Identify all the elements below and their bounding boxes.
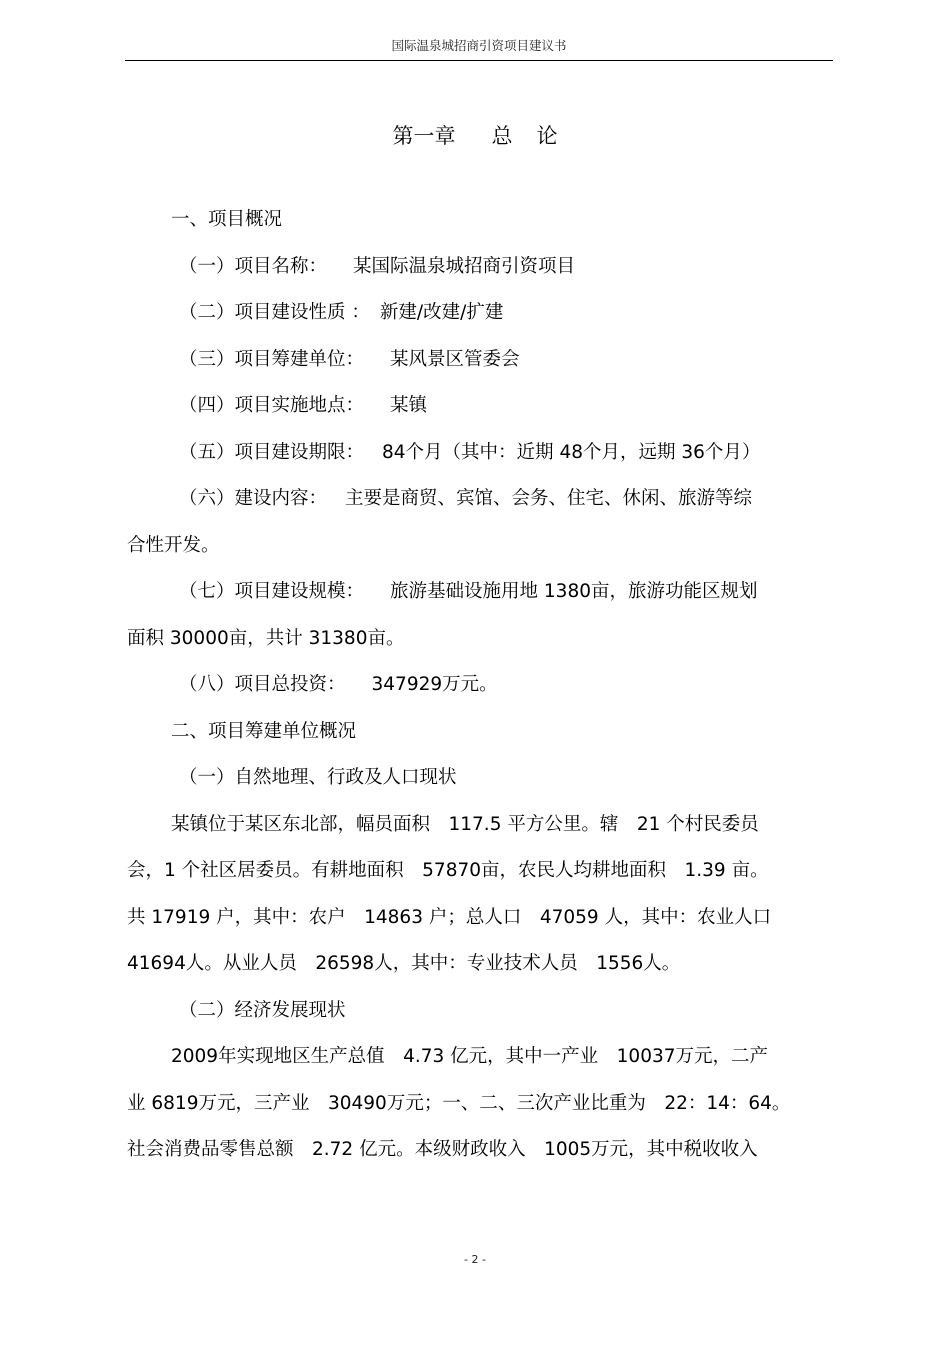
paragraph-line: 41694人。从业人员 26598人，其中：专业技术人员 1556人。 <box>127 953 681 974</box>
subsection-heading: （一）自然地理、行政及人口现状 <box>179 767 457 788</box>
item-value: 某镇 <box>390 395 428 416</box>
paragraph-line: 共 17919 户，其中：农户 14863 户；总人口 47059 人，其中：农业人口 <box>127 906 772 928</box>
paragraph-line: 业 6819万元，三产业 30490万元；一、二、三次产业比重为 22：14：64。 <box>127 1092 791 1114</box>
item-label: （五）项目建设期限： <box>179 441 365 463</box>
overview-item <box>127 383 832 430</box>
item-continuation: 面积 30000亩，共计 31380亩。 <box>127 627 405 649</box>
chapter-name-char-2: 论 <box>536 124 558 148</box>
overview-item <box>127 662 832 709</box>
overview-item <box>127 430 832 477</box>
item-label: （四）项目实施地点： <box>179 395 365 416</box>
item-label: （三）项目筹建单位： <box>179 348 365 370</box>
item-label: （七）项目建设规模： <box>179 581 365 602</box>
header-rule <box>125 60 833 61</box>
item-value: 某风景区管委会 <box>390 348 520 370</box>
item-value: 347929万元。 <box>371 674 498 695</box>
item-value: 旅游基础设施用地 1380亩，旅游功能区规划 <box>390 581 758 602</box>
item-value: 新建/改建/扩建 <box>379 302 504 323</box>
item-label: （六）建设内容： <box>179 488 328 509</box>
running-header: 国际温泉城招商引资项目建议书 <box>391 38 567 53</box>
paragraph-line: 社会消费品零售总额 2.72 亿元。本级财政收入 1005万元，其中税收收入 <box>127 1139 758 1160</box>
paragraph-line: 会，1 个社区居委员。有耕地面积 57870亩，农民人均耕地面积 1.39 亩。 <box>127 860 769 881</box>
overview-item <box>127 476 832 523</box>
overview-item <box>127 290 832 337</box>
chapter-title <box>0 120 950 152</box>
chapter-name-char-1: 总 <box>491 124 513 148</box>
chapter-number: 第一章 <box>392 124 456 148</box>
overview-item <box>127 569 832 616</box>
item-label: （二）项目建设性质 ： <box>179 302 370 323</box>
item-continuation: 合性开发。 <box>127 534 220 556</box>
item-label: （一）项目名称： <box>179 255 328 277</box>
page-number: - 2 - <box>464 1253 486 1266</box>
item-value: 某国际温泉城招商引资项目 <box>353 255 576 277</box>
document-body <box>127 197 832 1174</box>
overview-item <box>127 337 832 384</box>
item-label: （八）项目总投资： <box>179 674 346 695</box>
section-heading: 一、项目概况 <box>171 209 283 230</box>
section-heading: 二、项目筹建单位概况 <box>171 720 357 742</box>
paragraph-line: 某镇位于某区东北部，幅员面积 117.5 平方公里。辖 21 个村民委员 <box>171 813 759 835</box>
paragraph-line: 2009年实现地区生产总值 4.73 亿元，其中一产业 10037万元，二产 <box>171 1046 769 1067</box>
item-value: 84个月（其中：近期 48个月，远期 36个月） <box>382 441 761 463</box>
item-value: 主要是商贸、宾馆、会务、住宅、休闲、旅游等综 <box>345 488 753 509</box>
overview-item <box>127 244 832 291</box>
subsection-heading: （二）经济发展现状 <box>179 999 346 1021</box>
